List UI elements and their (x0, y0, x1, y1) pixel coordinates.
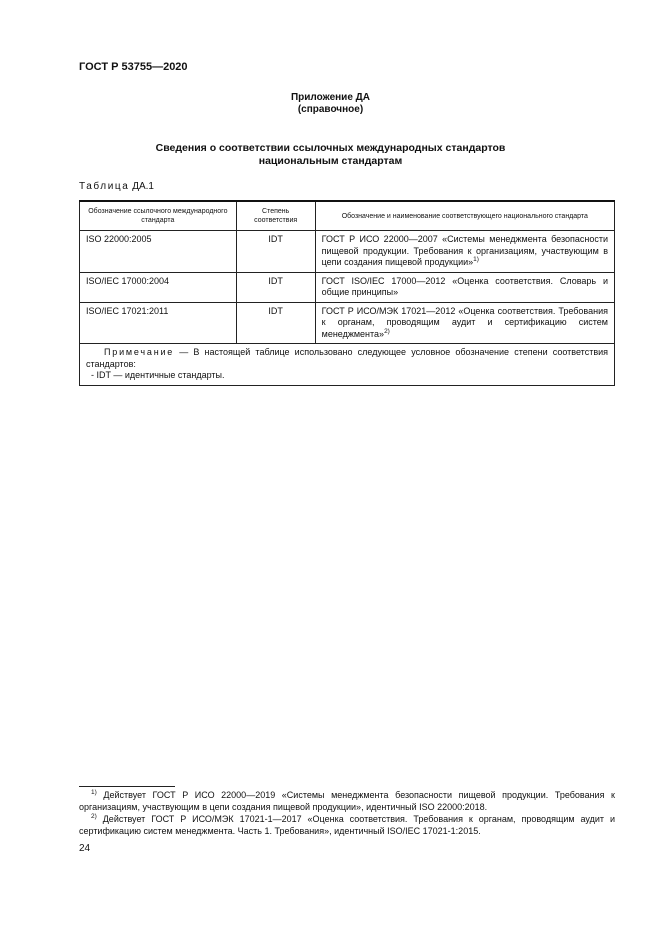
table-row (80, 302, 615, 344)
footnote-mark: 1) (91, 789, 97, 796)
national-text: ГОСТ Р ИСО/МЭК 17021—2012 «Оценка соответствия. Требования к органам, проводящим аудит и сертификацию систем менеджмента» (321, 305, 608, 339)
header-intl-standard: Обозначение ссылочного международного стандарта (80, 201, 237, 231)
table-label-number: ДА.1 (132, 181, 154, 192)
cell-intl: ISO/IEC 17021:2011 (80, 302, 237, 344)
cell-national (315, 231, 614, 273)
table-label (79, 181, 154, 192)
footnote-2 (79, 813, 615, 837)
national-text: ГОСТ ISO/IEC 17000—2012 «Оценка соответствия. Словарь и общие принципы» (321, 275, 608, 297)
table-row (80, 272, 615, 302)
footnote-text: Действует ГОСТ Р ИСО 22000—2019 «Системы менеджмента безопасности пищевой продукции. Требования к организациям, участвующим в цепи создания пищевой продукции», идентичный ISO 22000:2018. (79, 790, 615, 812)
cell-degree: IDT (236, 302, 315, 344)
header-national-standard: Обозначение и наименование соответствующего национального стандарта (315, 201, 614, 231)
note-bullet: - IDT — идентичные стандарты. (91, 370, 225, 380)
document-code: ГОСТ Р 53755—2020 (79, 61, 188, 73)
page-number: 24 (79, 843, 91, 854)
cell-degree: IDT (236, 231, 315, 273)
table-note-row (80, 344, 615, 386)
footnote-ref: 1) (473, 256, 479, 263)
section-title-line1: Сведения о соответствии ссылочных международных стандартов (155, 142, 506, 154)
table-label-word: Таблица (79, 181, 130, 192)
footnote-mark: 2) (91, 813, 97, 820)
footnote-text: Действует ГОСТ Р ИСО/МЭК 17021-1—2017 «Оценка соответствия. Требования к органам, проводящим аудит и сертификацию систем менеджмента. Часть 1. Требования», идентичный ISO/IEC 17021-1:2015. (79, 814, 615, 836)
table-note (80, 344, 615, 386)
cell-national (315, 302, 614, 344)
table-header-row (80, 201, 615, 231)
section-title (0, 142, 661, 168)
note-text: — В настоящей таблице использовано следующее условное обозначение степени соответствия стандартов: (86, 347, 608, 369)
cell-intl: ISO 22000:2005 (80, 231, 237, 273)
header-degree: Степень соответствия (236, 201, 315, 231)
cell-intl: ISO/IEC 17000:2004 (80, 272, 237, 302)
appendix-type: (справочное) (297, 104, 364, 115)
appendix-title (0, 92, 661, 116)
footnote-rule (79, 786, 175, 787)
footnote-ref: 2) (384, 327, 390, 335)
national-text: ГОСТ Р ИСО 22000—2007 «Системы менеджмента безопасности пищевой продукции. Требования к организациям, участвующим в цепи создания пищевой продукции» (321, 234, 608, 267)
appendix-name: Приложение ДА (290, 92, 371, 103)
table-row (80, 231, 615, 273)
cell-degree: IDT (236, 272, 315, 302)
note-heading: Примечание (104, 347, 175, 357)
cell-national (315, 272, 614, 302)
correspondence-table (79, 200, 615, 386)
footnote-1 (79, 789, 615, 813)
section-title-line2: национальным стандартам (258, 155, 403, 167)
